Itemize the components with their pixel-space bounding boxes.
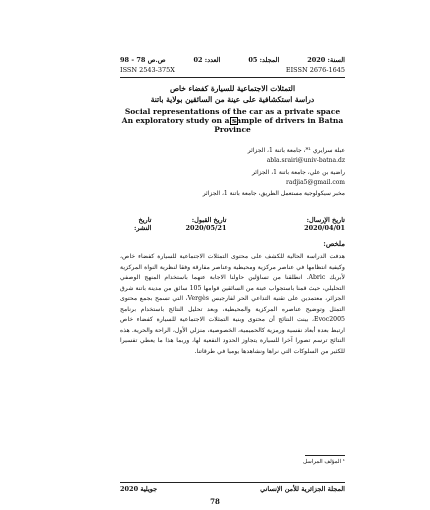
english-title-line3: Province	[214, 125, 251, 134]
journal-name: المجلة الجزائرية للأمن الإنساني	[260, 485, 345, 493]
arabic-title-line1: التمثلات الاجتماعية للسيارة كفضاء خاص	[169, 84, 296, 93]
issue-label: العدد: 02	[193, 56, 221, 64]
accepted-date: تاريخ القبول: 2020/05/21	[185, 216, 227, 232]
footnote: ¹ المؤلف المراسل	[302, 459, 345, 465]
footer-row	[120, 485, 345, 493]
issn: ISSN 2543-375X	[120, 66, 175, 74]
journal-header-row	[120, 56, 345, 64]
english-title-text1: Social representations of the car as a private space	[124, 107, 341, 116]
pages-label: ص.ص 78 - 98	[120, 56, 166, 64]
author2: راضية بن علي، جامعة باتنة 1، الجزائر	[251, 169, 345, 176]
author2-email[interactable]: radjia5@gmail.com	[286, 179, 345, 186]
english-title-line2: An exploratory study on a sample of drivers in Batna	[121, 116, 344, 125]
volume-label: المجلد: 05	[248, 56, 280, 64]
page-number: 78	[210, 497, 220, 506]
author1: عبلة سرايري ¹*، جامعة باتنة 1، الجزائر	[247, 147, 345, 154]
abstract-title: ملخص:	[323, 239, 345, 248]
arabic-title-line2: دراسة استكشافية على عينة من السائقين بولاية باتنة	[150, 95, 315, 104]
dates-row	[120, 216, 345, 232]
footnote-divider	[305, 455, 345, 456]
lab-affiliation: مخبر سيكولوجية مستعمل الطريق، جامعة باتنة 1، الجزائر	[202, 190, 345, 197]
abstract-body: هدفت الدراسة الحالية للكشف على محتوى التمثلات الاجتماعية للسيارة كفضاء خاص، وكيفية انتظامها في عناصر مركزية ومحيطية وعناصر مفارقة وفقا لنظرية النواة المركزية لأبريك Abric. انطلقنا من تساؤلين حاولنا الاجابة عنهما باستخدام المنهج الوصفي التحليلي، حيث قمنا باستجواب عينة من السائقين قوامها 105 سائق من مدينة باتنة شرق الجزائر، معتمدين على تقنية التداعي الحر لفارجيس Vergès، التي تسمح بجمع محتوى التمثل وتوضيح عناصره المركزية والمحيطية، وبعد تحليل النتائج باستخدام برنامج Evoc2005، بينت النتائج أن محتوى وبنية التمثلات الاجتماعية للسيارة كفضاء خاص ارتبط بعدة أبعاد نفسية ورمزية كالحميمية، الخصوصية، منزلي الأول، الراحة والحرية. هذه النتائج ترسم تصورا آخرا للسيارة يتجاوز الحدود النفعية لها، وربما هذا ما يعطي تفسيرا للكثير من السلوكات التي نراها ونشاهدها يوميا في طرقاتنا.	[120, 253, 345, 355]
header-divider	[120, 77, 345, 78]
received-date: تاريخ الإرسال: 2020/04/01	[304, 216, 345, 232]
issn-row	[120, 66, 345, 74]
issue-date: جويلية 2020	[120, 485, 158, 493]
year-label: السنة: 2020	[307, 56, 345, 64]
author1-email[interactable]: abla.srairi@univ-batna.dz	[266, 157, 345, 164]
published-date: تاريخ النشر:	[133, 216, 152, 232]
footer-divider	[120, 482, 345, 483]
eissn: EISSN 2676-1645	[285, 66, 345, 74]
